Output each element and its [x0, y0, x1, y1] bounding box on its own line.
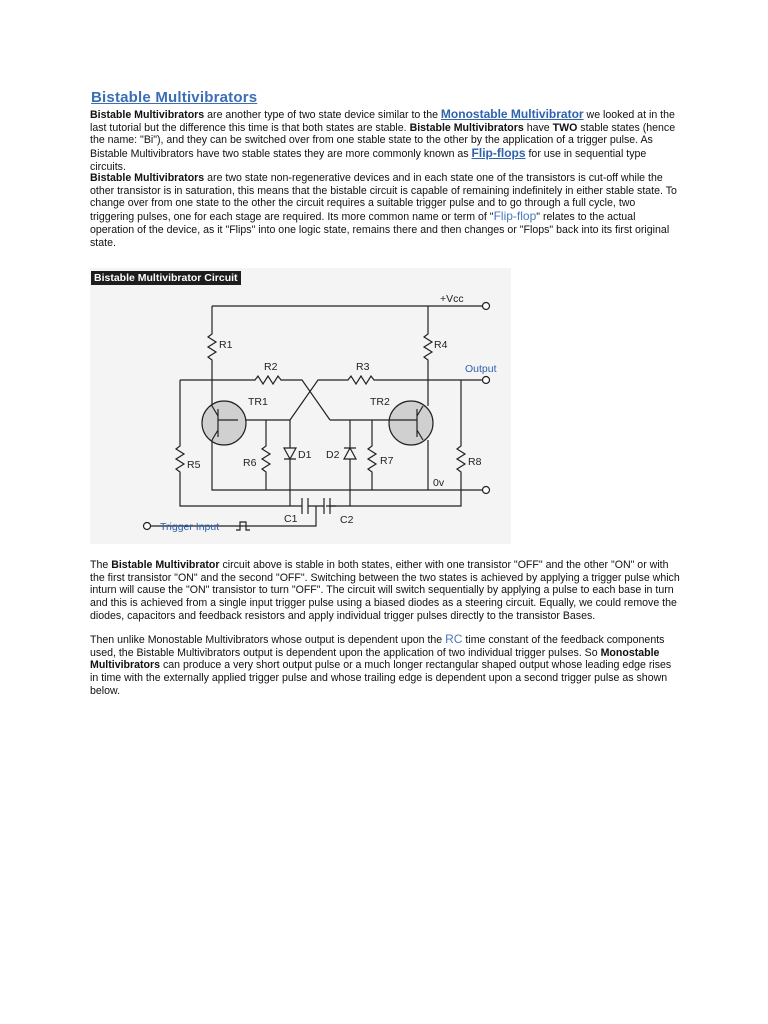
term-two: TWO: [552, 121, 578, 134]
p1-text-1: are another type of two state device similar to the: [204, 109, 441, 121]
output-label: Output: [465, 363, 497, 375]
p1-text-2: we looked at in the last tutorial but the difference this time is that both states are stable.: [90, 109, 675, 134]
flip-flops-link[interactable]: Flip-flops: [471, 146, 526, 161]
flip-flop-term: Flip-flop: [493, 209, 537, 224]
comparison-paragraph: [90, 633, 682, 698]
term-monostable: Monostable Multivibrators: [90, 646, 660, 672]
p1-text-5: for use in sequential type circuits.: [90, 148, 647, 173]
p2-text-2: " relates to the actual operation of the device, as it "Flips" into one logic state, remains there and then changes or "Flops" back into its first original state.: [90, 211, 670, 249]
r4-label: R4: [434, 339, 448, 351]
intro-paragraph: [90, 108, 682, 174]
r1-label: R1: [219, 339, 233, 351]
page-title: Bistable Multivibrators: [91, 89, 258, 106]
trigger-terminal: [144, 523, 151, 530]
circuit-figure: [90, 268, 511, 544]
rc-term: RC: [445, 632, 463, 646]
d2-label: D2: [326, 449, 340, 461]
r6-label: R6: [243, 457, 257, 469]
r7-label: R7: [380, 455, 394, 467]
c1-label: C1: [284, 513, 298, 525]
zero-volt-label: 0v: [433, 477, 445, 489]
p4-text-2: time constant of the feedback components used, the Bistable Multivibrators output is dependent upon the application of two individual trigger pulses. So: [90, 634, 665, 659]
states-paragraph: [90, 172, 682, 249]
term-bistable-3: Bistable Multivibrators: [90, 172, 205, 184]
term-bistable: Bistable Multivibrators: [90, 109, 205, 121]
p1-text-3: have: [523, 121, 553, 134]
circuit-paragraph: [90, 559, 682, 623]
r3-label: R3: [356, 361, 370, 373]
tr2-transistor: [389, 401, 433, 445]
term-bistable-2: Bistable Multivibrators: [409, 121, 524, 134]
r2-label: R2: [264, 361, 278, 373]
output-terminal: [483, 377, 490, 384]
p1-text-4: stable states (hence the name: "Bi"), and they can be switched over from one stable state to the other by the application of a trigger pulse. As Bistable Multivibrators have two stable states they are more commonly known as: [90, 121, 676, 161]
tr1-label: TR1: [248, 396, 268, 408]
p3-text-2: circuit above is stable in both states, either with one transistor "OFF" and the other "ON" or with the first transistor "ON" and the second "OFF". Switching between the two states is achieved by applying a trigger pulse which inturn will cause the "ON" transistor to turn "OFF". The circuit will switch sequentially by applying a pulse to each base in turn and this is achieved from a single input trigger pulse using a biased diodes as a steering circuit. Equally, we could remove the diodes, capacitors and feedback resistors and apply individual trigger pulses directly to the transistor Bases.: [90, 559, 680, 622]
p3-text-1: The: [90, 559, 112, 571]
zero-volt-terminal: [483, 487, 490, 494]
term-bistable-multivibrator: Bistable Multivibrator: [111, 559, 220, 571]
tr1-transistor: [202, 401, 246, 445]
trigger-label: Trigger Input: [160, 521, 220, 533]
d1-label: D1: [298, 449, 312, 461]
p4-text-1: Then unlike Monostable Multivibrators whose output is dependent upon the: [90, 634, 446, 646]
circuit-diagram: [90, 268, 511, 544]
tr2-label: TR2: [370, 396, 390, 408]
vcc-label: +Vcc: [440, 293, 464, 305]
c2-label: C2: [340, 514, 354, 526]
p4-text-3: can produce a very short output pulse or a much longer rectangular shaped output whose leading edge rises in time with the externally applied trigger pulse and whose trailing edge is dependent upon a second trigger pulse as shown below.: [90, 659, 672, 697]
vcc-terminal: [483, 303, 490, 310]
r8-label: R8: [468, 456, 482, 468]
r5-label: R5: [187, 459, 201, 471]
figure-title: Bistable Multivibrator Circuit: [91, 271, 241, 285]
monostable-link[interactable]: Monostable Multivibrator: [440, 107, 584, 121]
p2-text-1: are two state non-regenerative devices and in each state one of the transistors is cut-off while the other transistor is in saturation, this means that the bistable circuit is capable of remaining indefinitely in either stable state. To change over from one state to the other the circuit requires a suitable trigger pulse and to go through a full cycle, two triggering pulses, one for each stage are required. Its more common name or term of ": [90, 172, 677, 224]
